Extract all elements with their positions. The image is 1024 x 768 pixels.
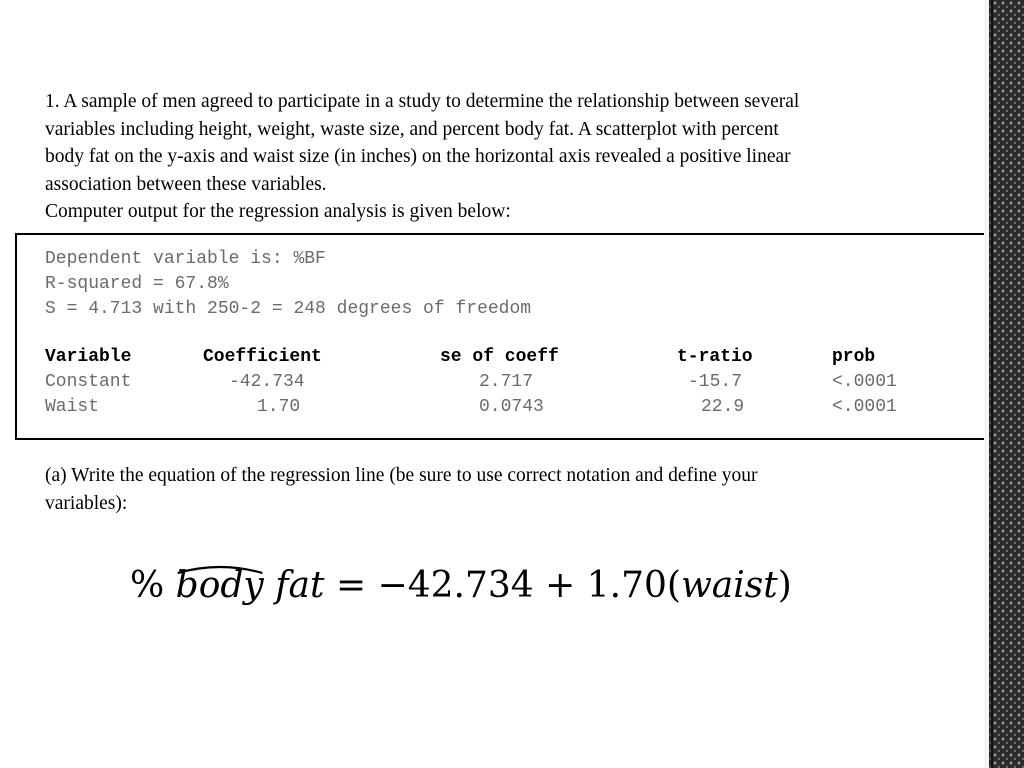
- part-a-line: (a) Write the equation of the regression line (be sure to use correct notation and define your: [45, 465, 758, 486]
- waist-text: waist: [680, 565, 778, 606]
- side-border-line: [991, 0, 993, 768]
- part-a-line: variables):: [45, 492, 128, 514]
- side-border-strip: [984, 0, 989, 768]
- percent-sign: %: [130, 565, 165, 606]
- decorative-side-border: [984, 0, 1024, 768]
- equation-close: ): [777, 565, 792, 606]
- body-hat: [176, 565, 264, 606]
- cell-prob: <.0001: [832, 372, 897, 392]
- question-line: 1. A sample of men agreed to participate in a study to determine the relationship between several: [45, 91, 800, 112]
- cell-variable: Constant: [45, 372, 132, 392]
- cell-se: 2.717: [479, 372, 534, 392]
- hat-accent-icon: [176, 561, 264, 575]
- regression-output: [15, 233, 1001, 440]
- equation-rhs: = −42.734 + 1.70(: [335, 565, 681, 606]
- header-coefficient: Coefficient: [203, 347, 322, 367]
- header-variable: Variable: [45, 347, 132, 367]
- header-prob: prob: [832, 347, 876, 367]
- cell-se: 0.0743: [479, 397, 544, 417]
- question-line: Computer output for the regression analysis is given below:: [45, 201, 511, 222]
- question-line: body fat on the y-axis and waist size (in inches) on the horizontal axis revealed a positive linear: [45, 146, 791, 167]
- cell-prob: <.0001: [832, 397, 897, 417]
- question-line: variables including height, weight, waste size, and percent body fat. A scatterplot with percent: [45, 118, 779, 140]
- s-line: S = 4.713 with 250-2 = 248 degrees of freedom: [45, 299, 532, 319]
- question-line: association between these variables.: [45, 173, 327, 195]
- cell-t-ratio: -15.7: [688, 372, 743, 392]
- cell-t-ratio: 22.9: [701, 397, 745, 417]
- cell-variable: Waist: [45, 397, 100, 417]
- part-a-prompt: [45, 462, 945, 517]
- body-text: body: [175, 565, 264, 606]
- fat-text: fat: [275, 565, 325, 606]
- cell-coefficient: -42.734: [229, 372, 305, 392]
- regression-equation: [130, 565, 930, 606]
- header-se-of-coeff: se of coeff: [440, 347, 559, 367]
- r-squared-line: R-squared = 67.8%: [45, 274, 229, 294]
- dependent-variable-line: Dependent variable is: %BF: [45, 249, 326, 269]
- header-t-ratio: t-ratio: [677, 347, 753, 367]
- cell-coefficient: 1.70: [257, 397, 301, 417]
- question-text: [45, 88, 945, 226]
